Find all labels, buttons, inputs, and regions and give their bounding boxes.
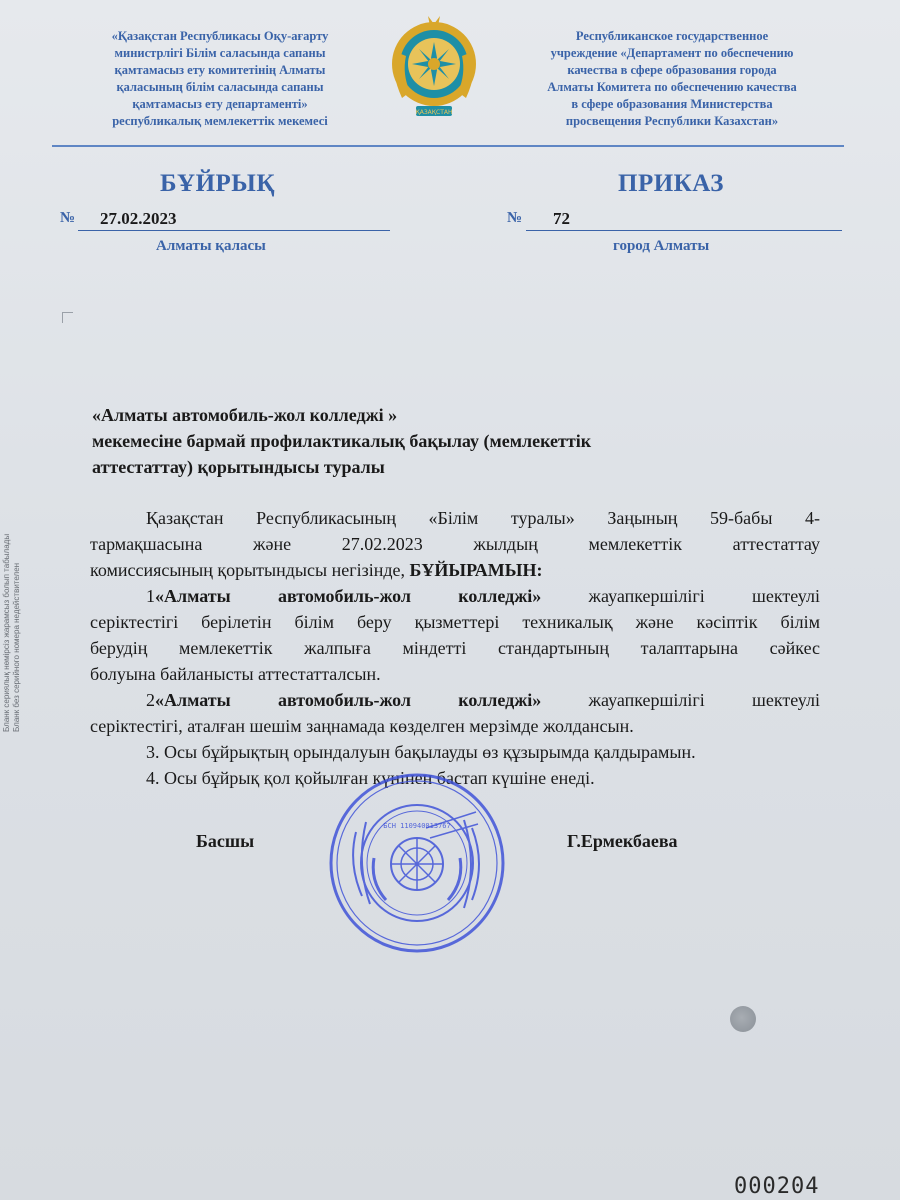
header-kz-line: министрлігі Білім саласында сапаны: [114, 46, 326, 60]
item-1-last-line: болуына байланысты аттестатталсын.: [90, 664, 381, 684]
header-org-ru: [522, 28, 822, 130]
signatory-title: Басшы: [196, 831, 255, 851]
item-2: [90, 687, 820, 739]
preamble-last-line: [90, 557, 820, 583]
corner-mark: [62, 312, 73, 323]
header-ru-line: Республиканское государственное: [575, 29, 769, 43]
item-2-college-name: «Алматы автомобиль-жол колледжі»: [155, 690, 542, 710]
item-2-last-line: серіктестігі, аталған шешім заңнамада көзделген мерзімде жолдансын.: [90, 716, 634, 736]
item-2-text: жауапкершілігі шектеулі: [541, 690, 820, 710]
item-4-text: 4. Осы бұйрық қол қойылған күнінен бастап күшіне енеді.: [146, 768, 595, 788]
subject-line: аттестаттау) қорытындысы туралы: [92, 457, 385, 477]
order-body: [90, 505, 820, 791]
item-1-first-line: [90, 583, 820, 609]
number-sign-right: №: [507, 210, 523, 226]
title-ru: ПРИКАЗ: [618, 170, 724, 197]
order-number: 72: [553, 209, 570, 228]
number-underline: [526, 230, 842, 231]
header-kz-line: қаласының білім саласында сапаны: [116, 80, 324, 94]
official-seal-icon: [326, 772, 508, 954]
city-ru: город Алматы: [613, 238, 710, 254]
item-1-line: берудің мемлекеттік жалпыға міндетті стандартының талаптарына сәйкес: [90, 638, 820, 658]
header-ru-line: просвещения Республики Казахстан»: [565, 114, 779, 128]
preamble-line: Қазақстан Республикасының «Білім туралы» Заңының 59-бабы 4-: [146, 508, 820, 528]
signatory-name: Г.Ермекбаева: [567, 831, 678, 851]
emblem-label: ҚАЗАҚСТАН: [415, 109, 453, 116]
header-org-kz: [70, 28, 370, 130]
order-subject: [92, 402, 772, 480]
item-3: [90, 739, 820, 765]
item-1: [90, 583, 820, 687]
item-1-number: 1: [146, 586, 155, 606]
header-ru-line: Алматы Комитета по обеспечению качества: [547, 80, 797, 94]
date-underline: [78, 230, 390, 231]
title-kz: БҰЙРЫҚ: [160, 170, 275, 197]
header-ru-line: качества в сфере образования города: [567, 63, 777, 77]
punch-hole: [730, 1006, 756, 1032]
seal-bin: БСН 110940013767: [383, 822, 451, 830]
city-kz: Алматы қаласы: [156, 238, 266, 254]
preamble-line: тармақшасына және 27.02.2023 жылдың мемлекеттік аттестаттау: [90, 534, 820, 554]
state-emblem-icon: [388, 12, 480, 130]
header-kz-line: қамтамасыз ету департаменті»: [132, 97, 308, 111]
header-kz-line: «Қазақстан Республикасы Оқу-ағарту: [111, 29, 329, 43]
header-kz-line: республикалық мемлекеттік мекемесі: [112, 114, 328, 128]
blank-form-notice: [2, 492, 22, 732]
item-1-college-name: «Алматы автомобиль-жол колледжі»: [155, 586, 542, 606]
subject-line: «Алматы автомобиль-жол колледжі »: [92, 405, 398, 425]
number-sign-left: №: [60, 210, 76, 226]
item-1-line: серіктестігі берілетін білім беру қызметтері техникалық және кәсіптік білім: [90, 612, 820, 632]
preamble-paragraph: [90, 505, 820, 583]
blank-form-notice-kz: Бланк сериялық нөмірсіз жарамсыз болып табылады: [2, 533, 11, 732]
item-1-text: жауапкершілігі шектеулі: [541, 586, 820, 606]
item-2-first-line: [90, 687, 820, 713]
preamble-text: комиссиясының қорытындысы негізінде,: [90, 560, 410, 580]
serial-number: 000204: [734, 1174, 820, 1199]
subject-line: мекемесіне бармай профилактикалық бақылау (мемлекеттік: [92, 431, 592, 451]
header-kz-line: қамтамасыз ету комитетінің Алматы: [114, 63, 326, 77]
item-2-number: 2: [146, 690, 155, 710]
header-ru-line: в сфере образования Министерства: [571, 97, 773, 111]
item-3-text: 3. Осы бұйрықтың орындалуын бақылауды өз құзырымда қалдырамын.: [146, 742, 696, 762]
header-divider: [52, 145, 844, 147]
blank-form-notice-ru: Бланк без серийного номера недействителен: [12, 562, 21, 732]
decree-word: БҰЙЫРАМЫН:: [409, 560, 543, 580]
order-date: 27.02.2023: [100, 209, 177, 228]
header-ru-line: учреждение «Департамент по обеспечению: [550, 46, 794, 60]
